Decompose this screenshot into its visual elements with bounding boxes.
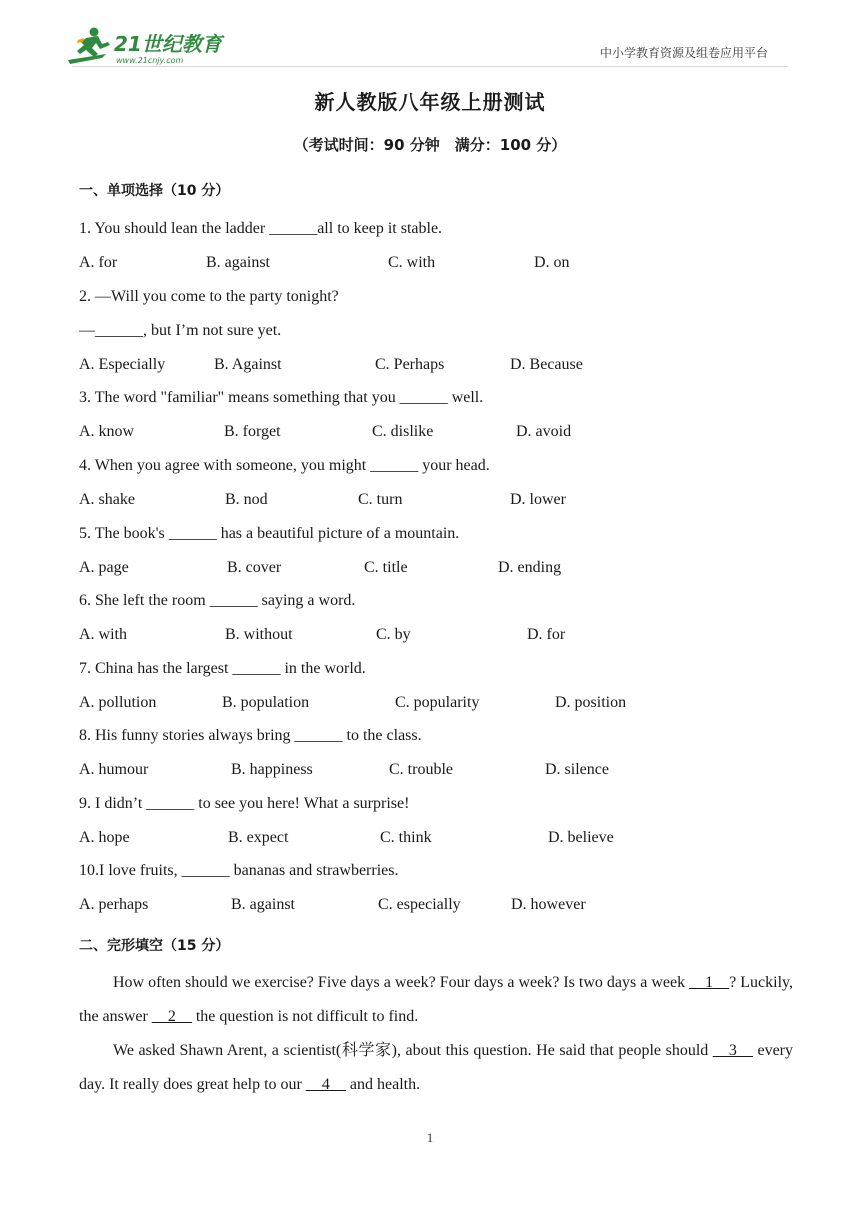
question-stem: 2. —Will you come to the party tonight? — [79, 288, 339, 305]
options-row — [0, 558, 860, 578]
paragraph-text: ? Luckily, the answer — [79, 974, 794, 1025]
platform-name: 中小学教育资源及组卷应用平台 — [599, 46, 768, 60]
option-a: A. pollution — [79, 694, 157, 711]
option-d: D. avoid — [516, 423, 572, 440]
options-row — [0, 625, 860, 645]
option-b: B. forget — [224, 423, 281, 440]
option-c: C. with — [388, 254, 436, 271]
paragraph-text: every day. It really does great help to our — [79, 1042, 793, 1093]
question-stem: 6. She left the room ______ saying a word. — [79, 592, 356, 609]
option-a: A. for — [79, 254, 118, 271]
option-b: B. Against — [214, 356, 282, 373]
section-heading-single-choice: 一、单项选择（10 分） — [79, 183, 230, 199]
option-d: D. however — [511, 896, 586, 913]
question-stem: 1. You should lean the ladder ______all to keep it stable. — [79, 220, 443, 237]
paragraph-text: and health. — [345, 1076, 421, 1093]
document-subtitle: （考试时间：90 分钟 满分：100 分） — [293, 136, 567, 154]
cloze-blank-3: __3__ — [712, 1042, 753, 1059]
option-d: D. ending — [498, 559, 562, 576]
question-stem: 4. When you agree with someone, you might ______ your head. — [79, 457, 490, 474]
option-c: C. popularity — [395, 694, 480, 711]
options-row — [0, 422, 860, 442]
option-c: C. trouble — [389, 761, 453, 778]
option-a: A. know — [79, 423, 135, 440]
question-stem: 10.I love fruits, ______ bananas and strawberries. — [79, 862, 399, 879]
option-c: C. turn — [358, 491, 403, 508]
question-stem: 9. I didn’t ______ to see you here! What a surprise! — [79, 795, 410, 812]
site-logo — [64, 24, 234, 68]
cloze-blank-4: __4__ — [305, 1076, 346, 1093]
option-c: C. especially — [378, 896, 461, 913]
option-a: A. with — [79, 626, 127, 643]
option-a: A. perhaps — [79, 896, 149, 913]
option-b: B. population — [222, 694, 310, 711]
document-title: 新人教版八年级上册测试 — [314, 90, 546, 114]
option-b: B. nod — [225, 491, 268, 508]
option-a: A. hope — [79, 829, 130, 846]
paragraph-text: the question is not difficult to find. — [191, 1008, 419, 1025]
cloze-paragraph — [79, 1034, 793, 1102]
page-number: 1 — [426, 1130, 434, 1145]
runner-logo-icon — [64, 24, 234, 68]
cloze-blank-1: __1__ — [689, 974, 730, 991]
options-row — [0, 760, 860, 780]
cloze-paragraph — [79, 966, 793, 1034]
option-c: C. by — [376, 626, 411, 643]
options-row — [0, 253, 860, 273]
option-b: B. expect — [228, 829, 289, 846]
section-heading-cloze: 二、完形填空（15 分） — [79, 938, 230, 954]
option-b: B. happiness — [231, 761, 313, 778]
option-d: D. lower — [510, 491, 566, 508]
options-row — [0, 490, 860, 510]
option-b: B. against — [206, 254, 270, 271]
question-stem: 8. His funny stories always bring ______ to the class. — [79, 727, 422, 744]
svg-text:21世纪教育: 21世纪教育 — [114, 32, 222, 56]
cloze-blank-2: __2__ — [151, 1008, 192, 1025]
option-d: D. position — [555, 694, 627, 711]
option-d: D. Because — [510, 356, 583, 373]
option-a: A. shake — [79, 491, 135, 508]
paragraph-text: How often should we exercise? Five days a week? Four days a week? Is two days a week — [113, 974, 690, 991]
option-b: B. against — [231, 896, 295, 913]
options-row — [0, 693, 860, 713]
option-d: D. on — [534, 254, 570, 271]
option-c: C. think — [380, 829, 432, 846]
question-stem: 7. China has the largest ______ in the world. — [79, 660, 366, 677]
option-a: A. Especially — [79, 356, 166, 373]
paragraph-text: We asked Shawn Arent, a scientist(科学家), about this question. He said that people should — [113, 1042, 713, 1059]
option-d: D. believe — [548, 829, 614, 846]
question-stem: 5. The book's ______ has a beautiful picture of a mountain. — [79, 525, 460, 542]
option-d: D. for — [527, 626, 566, 643]
option-b: B. without — [225, 626, 293, 643]
option-a: A. humour — [79, 761, 149, 778]
option-c: C. Perhaps — [375, 356, 445, 373]
question-stem: 3. The word "familiar" means something that you ______ well. — [79, 389, 484, 406]
option-d: D. silence — [545, 761, 609, 778]
options-row — [0, 355, 860, 375]
options-row — [0, 828, 860, 848]
header-divider — [72, 66, 788, 67]
option-c: C. title — [364, 559, 408, 576]
option-a: A. page — [79, 559, 129, 576]
question-stem-response: —______, but I’m not sure yet. — [79, 322, 282, 339]
options-row — [0, 895, 860, 915]
option-b: B. cover — [227, 559, 282, 576]
option-c: C. dislike — [372, 423, 434, 440]
svg-text:www.21cnjy.com: www.21cnjy.com — [116, 56, 184, 65]
